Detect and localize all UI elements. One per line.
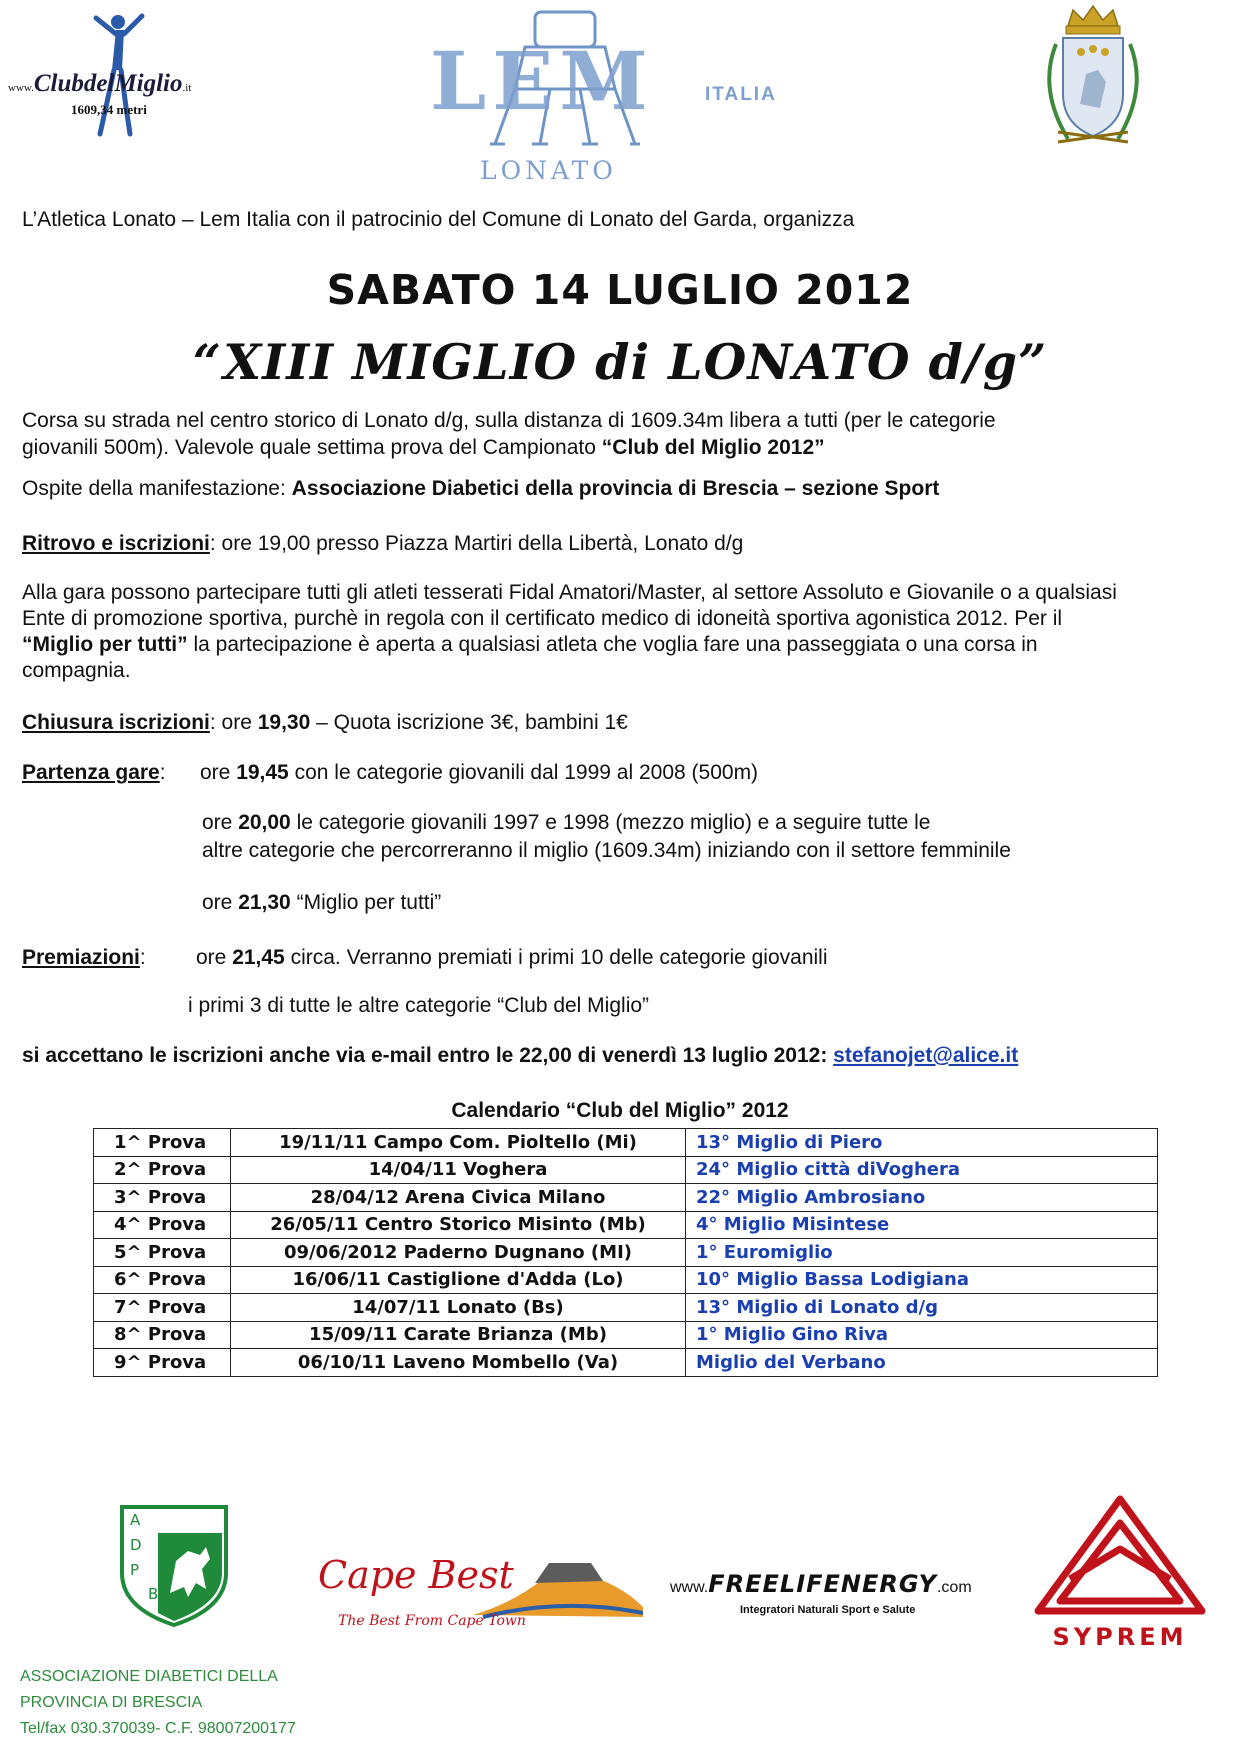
partenza-r2-time: 20,00	[238, 811, 291, 834]
eligibility-line-4: compagnia.	[22, 659, 131, 682]
date-place-cell: 14/04/11 Voghera	[231, 1156, 686, 1184]
race-cell: Miglio del Verbano	[686, 1349, 1158, 1377]
race-cell: 1° Miglio Gino Riva	[686, 1321, 1158, 1349]
date-place-cell: 06/10/11 Laveno Mombello (Va)	[231, 1349, 686, 1377]
chiusura-time: 19,30	[257, 711, 311, 734]
partenza-row-3	[202, 890, 441, 916]
ritrovo-label: Ritrovo e iscrizioni	[22, 532, 210, 555]
clubdelmiglio-logo	[6, 12, 226, 132]
race-cell: 13° Miglio di Piero	[686, 1129, 1158, 1157]
calendar-table	[93, 1128, 1158, 1377]
freelife-suffix: .com	[936, 1579, 972, 1596]
guest-name: Associazione Diabetici della provincia di Brescia – sezione Sport	[291, 477, 940, 500]
partenza-r1-time: 19,45	[236, 761, 289, 784]
footer-line-2: PROVINCIA DI BRESCIA	[20, 1694, 203, 1711]
date-heading: SABATO 14 LUGLIO 2012	[326, 266, 914, 314]
premiazioni-row-1	[196, 945, 828, 971]
race-cell: 10° Miglio Bassa Lodigiana	[686, 1266, 1158, 1294]
lem-logo-sub: LONATO	[480, 156, 617, 185]
date-place-cell: 26/05/11 Centro Storico Misinto (Mb)	[231, 1211, 686, 1239]
table-row	[94, 1239, 1158, 1267]
date-place-cell: 09/06/2012 Paderno Dugnano (MI)	[231, 1239, 686, 1267]
intro-line: L’Atletica Lonato – Lem Italia con il patrocinio del Comune di Lonato del Garda, organizza	[22, 208, 855, 231]
race-cell: 24° Miglio città diVoghera	[686, 1156, 1158, 1184]
premiazioni-label: Premiazioni	[22, 946, 140, 969]
guest-label: Ospite della manifestazione:	[22, 477, 292, 500]
eligibility-line-3-text: la partecipazione è aperta a qualsiasi atleta che voglia fare una passeggiata o una corsa in	[187, 633, 1038, 656]
comune-crest	[1028, 4, 1158, 154]
date-place-cell: 14/07/11 Lonato (Bs)	[231, 1294, 686, 1322]
partenza-r2-text: le categorie giovanili 1997 e 1998 (mezzo miglio) e a seguire tutte le	[290, 811, 931, 834]
eligibility-line-3	[22, 632, 1038, 658]
date-place-cell: 16/06/11 Castiglione d'Adda (Lo)	[231, 1266, 686, 1294]
freelife-prefix: www.	[670, 1579, 709, 1596]
table-row	[94, 1156, 1158, 1184]
capebest-tagline: The Best From Cape Town	[338, 1613, 526, 1629]
description-line-2-text: giovanili 500m). Valevole quale settima prova del Campionato	[22, 436, 602, 459]
description-line-3	[22, 476, 939, 502]
partenza-row-2-line-2: altre categorie che percorreranno il miglio (1609.34m) iniziando con il settore femminile	[202, 839, 1011, 862]
freelifenergy-logo	[670, 1570, 990, 1640]
round-cell: 5^ Prova	[94, 1239, 231, 1267]
premiazioni-text: circa. Verranno premiati i primi 10 delle categorie giovanili	[284, 946, 828, 969]
premiazioni-pre: ore	[196, 946, 233, 969]
partenza-r3-time: 21,30	[238, 891, 291, 914]
eligibility-line-2: Ente di promozione sportiva, purchè in regola con il certificato medico di idoneità sportiva agonistica 2012. Per il	[22, 607, 1063, 630]
freelife-name: FREELIFENERGY	[708, 1570, 937, 1598]
round-cell: 3^ Prova	[94, 1184, 231, 1212]
freelife-tagline: Integratori Naturali Sport e Salute	[740, 1604, 916, 1616]
table-row	[94, 1266, 1158, 1294]
club-logo-suffix: .it	[182, 82, 192, 94]
premiazioni-row-2: i primi 3 di tutte le altre categorie “Club del Miglio”	[188, 994, 650, 1017]
partenza-label: Partenza gare	[22, 761, 160, 784]
club-logo-sub: 1609,34 metri	[71, 102, 147, 117]
event-title: “XIII MIGLIO di LONATO d/g”	[192, 333, 1048, 391]
round-cell: 8^ Prova	[94, 1321, 231, 1349]
footer-line-3: Tel/fax 030.370039- C.F. 98007200177	[20, 1720, 296, 1737]
email-note	[22, 1043, 1018, 1069]
calendar-title: Calendario “Club del Miglio” 2012	[451, 1099, 789, 1122]
partenza-r2-pre: ore	[202, 811, 239, 834]
partenza-r3-pre: ore	[202, 891, 239, 914]
date-place-cell: 19/11/11 Campo Com. Pioltello (Mi)	[231, 1129, 686, 1157]
partenza-r1-text: con le categorie giovanili dal 1999 al 2008 (500m)	[288, 761, 759, 784]
adpb-letter-a: A	[130, 1511, 141, 1529]
round-cell: 6^ Prova	[94, 1266, 231, 1294]
race-cell: 13° Miglio di Lonato d/g	[686, 1294, 1158, 1322]
partenza-r3-text: “Miglio per tutti”	[290, 891, 442, 914]
club-logo-name: ClubdelMiglio	[33, 70, 183, 97]
lem-logo-big: LEM	[430, 34, 654, 128]
eligibility-line-1: Alla gara possono partecipare tutti gli atleti tesserati Fidal Amatori/Master, al settore Assoluto e Giovanile o a qualsiasi	[22, 581, 1117, 604]
description-line-2	[22, 435, 825, 461]
lem-logo-side: ITALIA	[705, 84, 777, 105]
adpb-letter-b: B	[148, 1585, 159, 1603]
championship-name: “Club del Miglio 2012”	[601, 436, 825, 459]
table-row	[94, 1184, 1158, 1212]
adpb-letter-p: P	[130, 1561, 140, 1579]
partenza-row-1	[200, 760, 758, 786]
lem-logo	[420, 4, 800, 184]
chiusura-pre: : ore	[209, 711, 258, 734]
table-row	[94, 1129, 1158, 1157]
race-cell: 4° Miglio Misintese	[686, 1211, 1158, 1239]
email-link[interactable]: stefanojet@alice.it	[833, 1044, 1019, 1067]
premiazioni-label-line	[22, 945, 146, 971]
table-row	[94, 1294, 1158, 1322]
table-row	[94, 1321, 1158, 1349]
chiusura-label: Chiusura iscrizioni	[22, 711, 210, 734]
table-row	[94, 1211, 1158, 1239]
capebest-name: Cape Best	[318, 1553, 514, 1597]
chiusura-text: – Quota iscrizione 3€, bambini 1€	[310, 711, 628, 734]
round-cell: 1^ Prova	[94, 1129, 231, 1157]
email-note-text: si accettano le iscrizioni anche via e-mail entro le 22,00 di venerdì 13 luglio 2012:	[22, 1044, 834, 1067]
premiazioni-colon: :	[139, 946, 146, 969]
round-cell: 7^ Prova	[94, 1294, 231, 1322]
chiusura-line	[22, 710, 628, 736]
coat-of-arms-icon	[1028, 4, 1158, 154]
partenza-r1-pre: ore	[200, 761, 237, 784]
date-place-cell: 28/04/12 Arena Civica Milano	[231, 1184, 686, 1212]
partenza-label-line	[22, 760, 166, 786]
partenza-colon: :	[159, 761, 166, 784]
ritrovo-line	[22, 531, 743, 557]
round-cell: 9^ Prova	[94, 1349, 231, 1377]
club-logo-prefix: www.	[8, 82, 34, 94]
race-cell: 1° Euromiglio	[686, 1239, 1158, 1267]
ritrovo-text: : ore 19,00 presso Piazza Martiri della Libertà, Lonato d/g	[209, 532, 744, 555]
footer-line-1: ASSOCIAZIONE DIABETICI DELLA	[20, 1668, 278, 1685]
date-place-cell: 15/09/11 Carate Brianza (Mb)	[231, 1321, 686, 1349]
premiazioni-time: 21,45	[232, 946, 285, 969]
adpb-letter-d: D	[130, 1536, 142, 1554]
description-line-1: Corsa su strada nel centro storico di Lonato d/g, sulla distanza di 1609.34m libera a tutti (per le categorie	[22, 409, 996, 432]
syprem-name: SYPREM	[1052, 1623, 1188, 1651]
syprem-mark-icon	[1030, 1493, 1210, 1618]
table-row	[94, 1349, 1158, 1377]
partenza-row-2	[202, 810, 930, 836]
syprem-logo	[1030, 1493, 1210, 1653]
miglio-per-tutti: “Miglio per tutti”	[22, 633, 188, 656]
capebest-logo	[318, 1535, 648, 1645]
adpb-logo	[118, 1503, 230, 1628]
race-cell: 22° Miglio Ambrosiano	[686, 1184, 1158, 1212]
round-cell: 4^ Prova	[94, 1211, 231, 1239]
round-cell: 2^ Prova	[94, 1156, 231, 1184]
